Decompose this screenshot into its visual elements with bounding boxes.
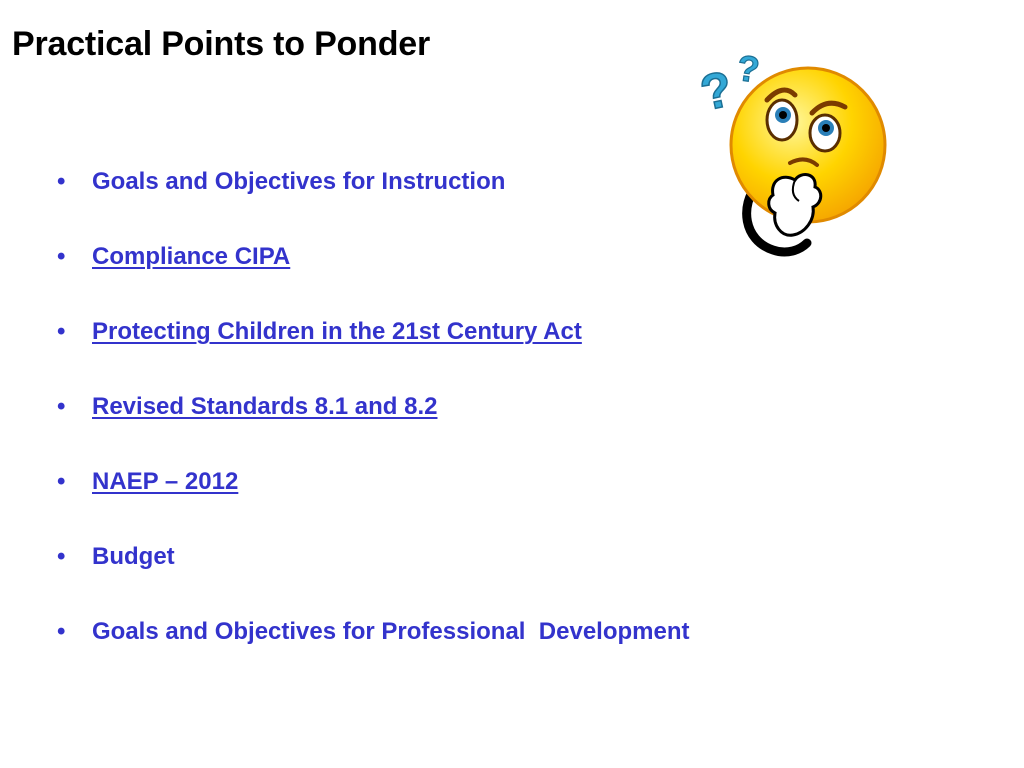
list-item — [57, 465, 239, 540]
list-item — [57, 540, 175, 615]
protecting-children-act-link[interactable]: Protecting Children in the 21st Century Act — [92, 318, 582, 345]
list-item — [57, 390, 438, 465]
revised-standards-link[interactable]: Revised Standards 8.1 and 8.2 — [92, 393, 438, 420]
bullet-point: • — [57, 468, 66, 495]
bullet-point: • — [57, 543, 66, 570]
question-mark-icon: ? — [734, 46, 762, 91]
bullet-point: • — [57, 243, 66, 270]
bullet-point: • — [57, 168, 66, 195]
list-item — [57, 240, 291, 315]
naep-2012-link[interactable]: NAEP – 2012 — [92, 468, 239, 495]
budget-text: Budget — [92, 543, 175, 570]
slide-title: Practical Points to Ponder — [12, 25, 431, 63]
bullet-point: • — [57, 618, 66, 645]
list-item — [57, 315, 582, 390]
compliance-cipa-link[interactable]: Compliance CIPA — [92, 243, 291, 270]
goals-instruction-text: Goals and Objectives for Instruction — [92, 168, 506, 195]
list-item — [57, 615, 690, 690]
bullet-point: • — [57, 393, 66, 420]
goals-professional-development-text: Goals and Objectives for Professional Development — [92, 618, 690, 645]
question-mark-icon: ? — [695, 60, 738, 122]
list-item — [57, 165, 506, 240]
bullet-point: • — [57, 318, 66, 345]
thinking-face-icon — [695, 45, 895, 260]
bullet-list — [57, 165, 690, 690]
